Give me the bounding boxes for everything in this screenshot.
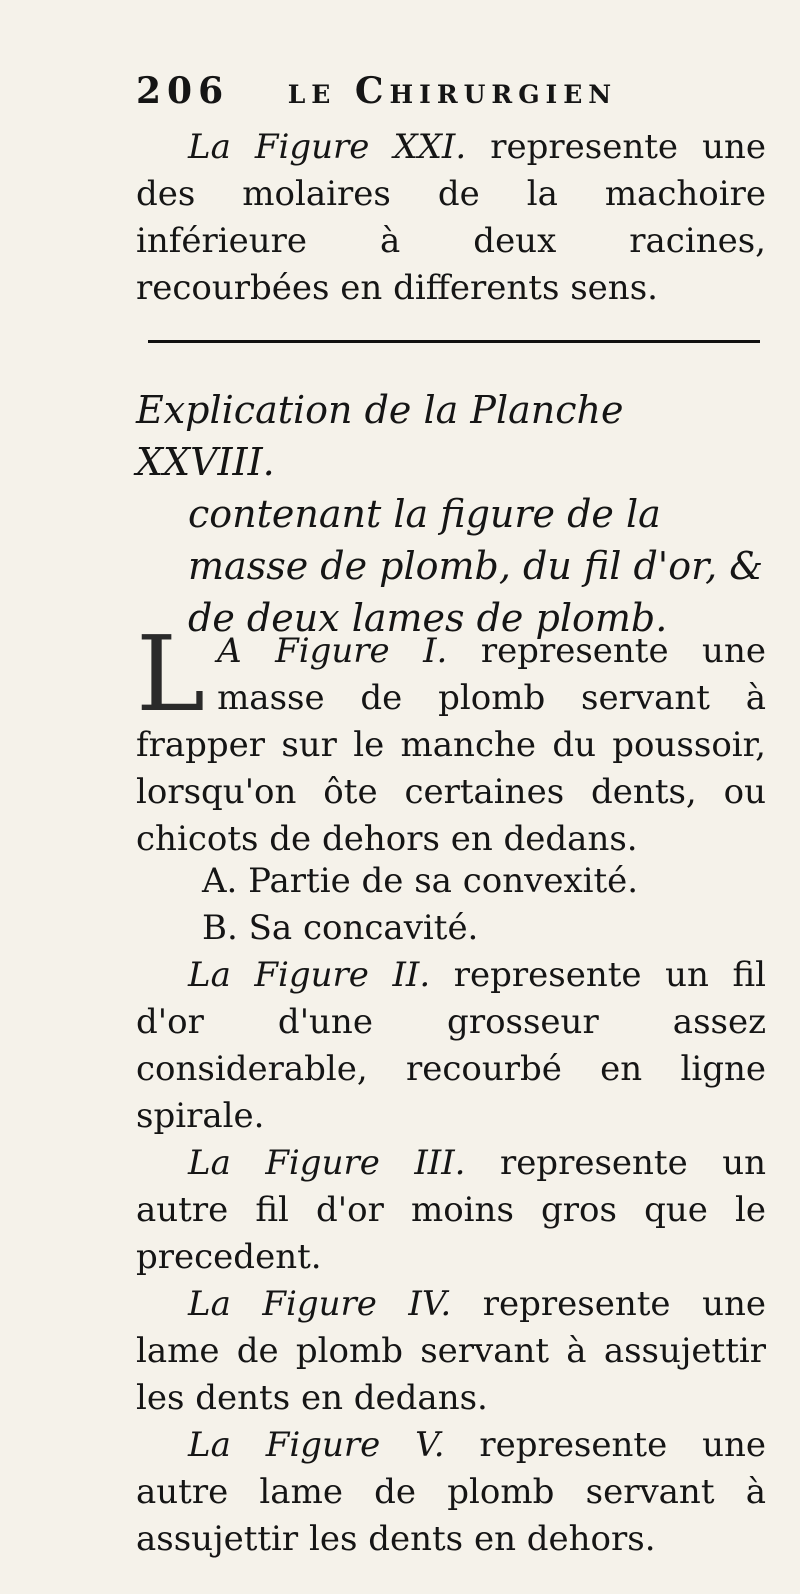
figure-description: represente un autre fil d'or moins gros que le precedent. (136, 1143, 766, 1277)
figure-4-paragraph (136, 1281, 766, 1422)
figure-2-paragraph (136, 952, 766, 1140)
figure-label: La Figure XXI. (188, 127, 467, 167)
figure-5-paragraph (136, 1422, 766, 1563)
running-head (136, 70, 756, 112)
legend-item-a: A. Partie de sa convexité. (202, 861, 639, 901)
figure-label: La Figure V. (188, 1425, 445, 1465)
figure-description: represente une des molaires de la machoire inférieure à deux racines, recourbées en differents sens. (136, 127, 766, 308)
section-heading (136, 384, 766, 644)
plate-legend (136, 858, 766, 1563)
figure-label: La Figure III. (188, 1143, 466, 1183)
figure-label: La Figure II. (188, 955, 431, 995)
figure-21-paragraph (136, 124, 766, 312)
drop-cap: L (136, 613, 206, 735)
figure-description: represente une autre lame de plomb servant à assujettir les dents en dehors. (136, 1425, 766, 1559)
running-title: le Chirurgien (287, 70, 618, 112)
legend-item-b: B. Sa concavité. (202, 908, 479, 948)
figure-description: represente un fil d'or d'une grosseur assez considerable, recourbé en ligne spirale. (136, 955, 767, 1136)
figure-3-paragraph (136, 1140, 766, 1281)
heading-subtitle: contenant la figure de la masse de plomb, du fil d'or, & de deux lames de plomb. (188, 492, 764, 640)
page-number: 206 (136, 70, 230, 112)
figure-label: La Figure IV. (188, 1284, 452, 1324)
section-divider (148, 340, 760, 343)
figure-label: A Figure I. (217, 631, 448, 671)
figure-1-paragraph (136, 613, 766, 863)
heading-line-1: Explication de la Planche XXVIII. (136, 388, 624, 484)
figure-description: represente une lame de plomb servant à assujettir les dents en dedans. (136, 1284, 766, 1418)
figure-description: represente une masse de plomb servant à frapper sur le manche du poussoir, lorsqu'on ôte certaines dents, ou chicots de dehors en dedans. (136, 631, 766, 859)
